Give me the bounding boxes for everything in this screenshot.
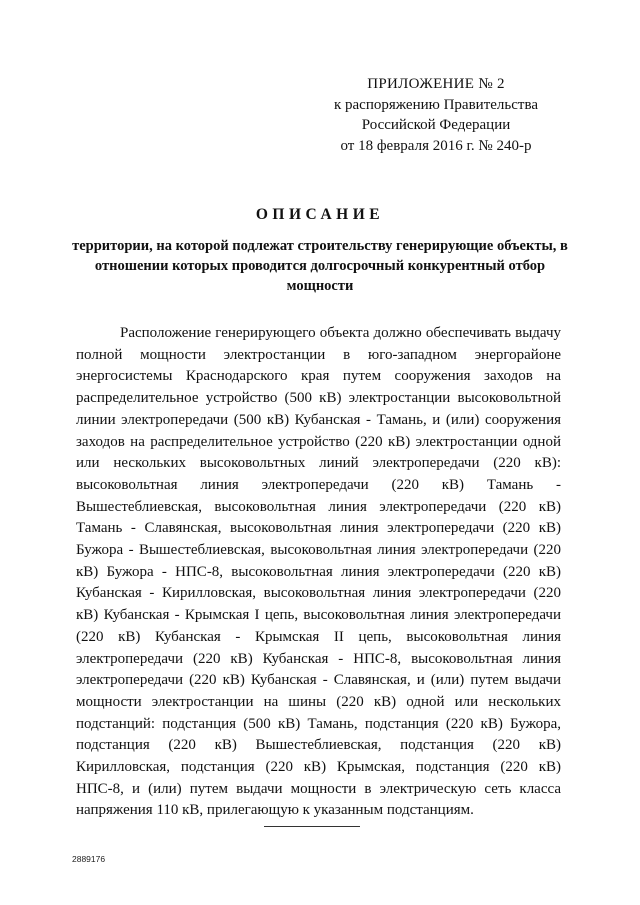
document-number: 2889176 [72,854,106,864]
appendix-line-date: от 18 февраля 2016 г. № 240-р [340,137,532,154]
document-subheading: территории, на которой подлежат строительству генерирующие объекты, в отношении которых проводится долгосрочный конкурентный отбор мощности [72,238,568,294]
appendix-line-order: к распоряжению Правительства [333,96,538,113]
appendix-line-federation: Российской Федерации [361,117,511,133]
closing-divider [264,826,360,827]
body-paragraph: Расположение генерирующего объекта должно обеспечивать выдачу полной мощности электростанции в юго-западном энергорайоне энергосистемы Краснодарского края путем сооружения заходов на распределительное устройство (500 кВ) электростанции высоковольтной линии электропередачи (500 кВ) Кубанская - Тамань, и (или) сооружения заходов на распределительное устройство (220 кВ) электростанции одной или нескольких высоковольтных линий электропередачи (220 кВ): высоковольтная линия электропередачи (220 кВ) Тамань - Вышестеблиевская, высоковольтная линия электропередачи (220 кВ) Тамань - Славянская, высоковольтная линия электропередачи (220 кВ) Бужора - Вышестеблиевская, высоковольтная линия электропередачи (220 кВ) Бужора - НПС-8, высоковольтная линия электропередачи (220 кВ) Кубанская - Кирилловская, высоковольтная линия электропередачи (220 кВ) Кубанская - Крымская I цепь, высоковольтная линия электропередачи (220 кВ) Кубанская - Крымская II цепь, высоковольтная линия электропередачи (220 кВ) Кубанская - НПС-8, высоковольтная линия электропередачи (220 кВ) Кубанская - Славянская, и (или) путем выдачи мощности электростанции на шины (220 кВ) одной или нескольких подстанций: подстанция (500 кВ) Тамань, подстанция (220 кВ) Бужора, подстанция (220 кВ) Вышестеблиевская, подстанция (220 кВ) Кирилловская, подстанция (220 кВ) Крымская, подстанция (220 кВ) НПС-8, и (или) путем выдачи мощности в электрическую сеть класса напряжения 110 кВ, прилегающую к указанным подстанциям. [76,325,561,819]
document-heading: ОПИСАНИЕ [255,206,385,223]
appendix-title: ПРИЛОЖЕНИЕ № 2 [367,76,505,92]
appendix-block [316,74,556,156]
